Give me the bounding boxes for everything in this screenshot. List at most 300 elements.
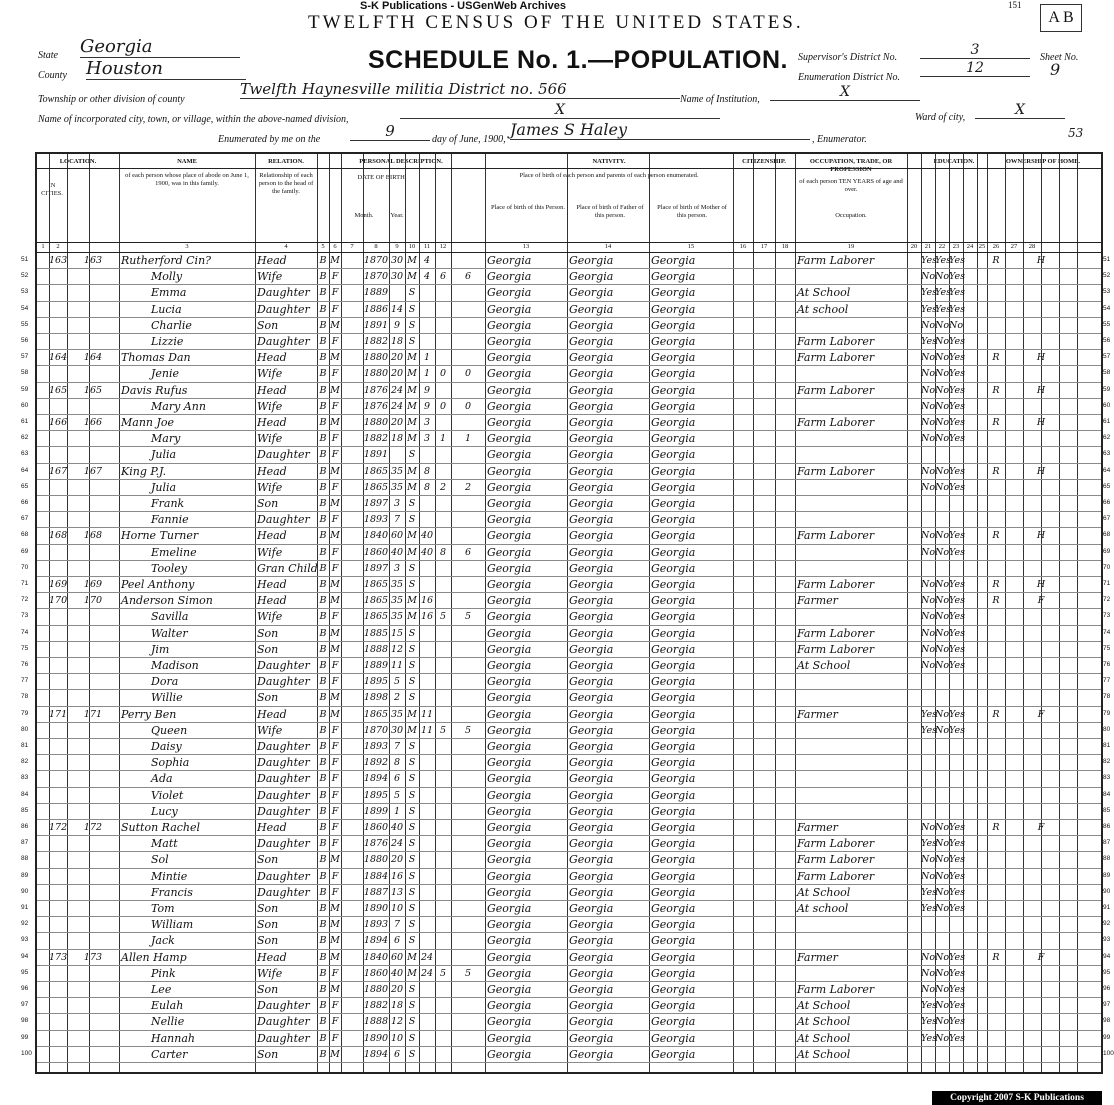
cell-yrs: 11: [420, 724, 434, 736]
sheet-label: Sheet No.: [1040, 52, 1079, 63]
line-number-left: 57: [21, 353, 29, 361]
column-number: 13: [522, 243, 530, 250]
cell-sex: F: [331, 870, 339, 882]
cell-year: 1870: [363, 255, 389, 266]
cell-year: 1865: [363, 481, 389, 493]
cell-year: 1888: [363, 643, 389, 655]
cell-name: Thomas Dan: [121, 351, 191, 365]
cell-ed1: No: [921, 384, 936, 396]
cell-color: B: [319, 951, 327, 963]
cell-color: B: [319, 465, 327, 477]
cell-ed3: Yes: [949, 870, 965, 882]
line-number-left: 71: [21, 580, 29, 587]
column-number: 3: [185, 243, 189, 250]
cell-mar: M: [407, 271, 417, 283]
cell-color: B: [319, 417, 327, 428]
subhead-date-of-birth: DATE OF BIRTH.: [357, 174, 407, 181]
cell-color: B: [319, 287, 327, 299]
cell-fbp: Georgia: [569, 1015, 614, 1029]
line-number-left: 54: [21, 304, 29, 312]
cell-bp: Georgia: [487, 480, 532, 494]
cell-mar: S: [408, 822, 416, 833]
cell-occ: Farm Laborer: [797, 416, 875, 429]
cell-liv: 0: [464, 368, 472, 380]
cell-rel: Daughter: [257, 675, 310, 689]
cell-color: B: [319, 481, 327, 493]
column-divider: [567, 154, 568, 1072]
line-number-left: 80: [21, 725, 29, 733]
line-number-left: 93: [21, 936, 29, 944]
cell-mbp: Georgia: [651, 416, 696, 429]
cell-ed3: Yes: [949, 287, 965, 299]
cell-ed2: No: [935, 384, 950, 396]
cell-sex: M: [330, 465, 340, 477]
cell-age: 6: [393, 1048, 401, 1060]
line-number-left: 89: [21, 871, 29, 879]
cell-year: 1884: [363, 870, 389, 882]
cell-occ: Farm Laborer: [797, 383, 875, 397]
cell-name: Jack: [151, 934, 175, 948]
cell-mbp: Georgia: [651, 302, 696, 316]
cell-name: Francis: [151, 885, 193, 899]
line-number-left: 64: [21, 466, 29, 474]
cell-yrs: 24: [420, 967, 434, 979]
cell-ed1: Yes: [921, 255, 937, 266]
column-number: 14: [604, 243, 612, 250]
column-divider: [89, 154, 90, 1072]
cell-yrs: 24: [420, 951, 434, 963]
cell-occ: At School: [797, 999, 851, 1013]
cell-name: Madison: [151, 659, 199, 672]
cell-ed3: No: [949, 319, 964, 331]
cell-rel: Daughter: [257, 837, 310, 851]
cell-ed1: No: [921, 465, 936, 477]
cell-mbp: Georgia: [651, 448, 696, 462]
group-nativity: NATIVITY.: [592, 158, 626, 165]
cell-sex: M: [330, 643, 340, 655]
cell-ed2: No: [935, 465, 950, 477]
cell-age: 40: [390, 967, 404, 979]
cell-mbp: Georgia: [651, 999, 696, 1013]
cell-sex: F: [331, 514, 339, 526]
cell-yrs: 9: [423, 384, 431, 396]
cell-rel: Daughter: [257, 1031, 310, 1045]
cell-fbp: Georgia: [569, 740, 614, 753]
line-number-right: 89: [1103, 871, 1111, 879]
cell-bp: Georgia: [487, 999, 532, 1013]
column-number: 22: [938, 243, 946, 250]
cell-ed1: No: [921, 481, 936, 493]
cell-color: B: [319, 919, 327, 931]
cell-mar: S: [408, 303, 416, 315]
line-number-left: 53: [21, 288, 29, 296]
cell-name: Rutherford Cin?: [121, 254, 212, 267]
cell-rel: Wife: [257, 610, 283, 624]
cell-mbp: Georgia: [651, 513, 696, 527]
cell-rel: Wife: [257, 367, 283, 381]
cell-sex: M: [330, 854, 340, 866]
cell-bp: Georgia: [487, 837, 532, 851]
cell-ed2: No: [935, 951, 950, 963]
cell-fam: 171: [83, 708, 103, 720]
line-number-left: 73: [21, 612, 29, 620]
cell-rel: Wife: [257, 723, 283, 737]
cell-sex: M: [330, 1048, 340, 1060]
cell-fbp: Georgia: [569, 545, 614, 559]
subhead-birth-father: Place of birth of Father of this person.: [576, 204, 644, 219]
line-number-left: 86: [21, 823, 29, 830]
cell-age: 35: [390, 481, 404, 493]
cell-fbp: Georgia: [569, 821, 614, 834]
cell-mbp: Georgia: [651, 804, 696, 818]
cell-year: 1840: [363, 530, 389, 542]
line-number-right: 59: [1103, 385, 1111, 393]
line-number-right: 63: [1103, 450, 1111, 458]
cell-ed1: No: [921, 951, 936, 963]
cell-yrs: 4: [423, 271, 431, 283]
cell-farm: H: [1036, 352, 1046, 364]
cell-ed3: Yes: [949, 951, 965, 963]
cell-age: 30: [390, 271, 404, 283]
cell-fbp: Georgia: [569, 885, 614, 899]
cell-fbp: Georgia: [569, 772, 614, 786]
cell-fbp: Georgia: [569, 367, 614, 381]
cell-rel: Head: [257, 578, 287, 591]
cell-fbp: Georgia: [569, 578, 614, 591]
cell-own: R: [992, 417, 1000, 428]
cell-ed3: Yes: [949, 336, 965, 347]
cell-mar: S: [408, 1016, 416, 1028]
cell-age: 35: [390, 595, 404, 607]
cell-sex: F: [331, 303, 339, 315]
cell-mbp: Georgia: [651, 691, 696, 705]
cell-ed1: Yes: [921, 838, 937, 850]
cell-liv: 5: [464, 967, 472, 979]
institution-value: X: [770, 84, 920, 101]
cell-mbp: Georgia: [651, 578, 696, 591]
cell-color: B: [319, 886, 327, 898]
line-number-left: 77: [21, 677, 29, 685]
cell-fbp: Georgia: [569, 464, 614, 478]
cell-farm: H: [1036, 530, 1046, 542]
cell-year: 1894: [363, 773, 389, 785]
cell-fbp: Georgia: [569, 513, 614, 527]
cell-bp: Georgia: [487, 529, 532, 543]
cell-name: Sol: [151, 853, 169, 867]
cell-name: Daisy: [151, 740, 182, 753]
cell-fam: 163: [83, 255, 103, 266]
cell-liv: 6: [464, 271, 472, 283]
cell-ed3: Yes: [949, 1016, 965, 1028]
cell-color: B: [319, 611, 327, 623]
cell-occ: Farmer: [797, 594, 838, 608]
cell-year: 1886: [363, 303, 389, 315]
cell-rel: Daughter: [257, 869, 310, 883]
enumerator-name: James S Haley: [510, 120, 810, 140]
line-number-right: 87: [1103, 839, 1111, 847]
cell-fbp: Georgia: [569, 966, 614, 980]
cell-color: B: [319, 255, 327, 266]
cell-rel: Head: [257, 254, 287, 267]
cell-fam: 164: [83, 352, 103, 364]
cell-name: Lucy: [151, 804, 178, 818]
cell-rel: Daughter: [257, 448, 310, 462]
cell-ed3: Yes: [949, 1000, 965, 1012]
cell-sex: M: [330, 319, 340, 331]
cell-name: Mary: [151, 432, 181, 446]
cell-ed3: Yes: [949, 595, 965, 607]
line-number-right: 88: [1103, 855, 1111, 863]
line-number-left: 63: [21, 450, 29, 458]
cell-name: Jim: [151, 642, 170, 656]
cell-year: 1840: [363, 951, 389, 963]
cell-ed3: Yes: [949, 384, 965, 396]
line-number-right: 85: [1103, 806, 1111, 814]
line-number-right: 99: [1103, 1033, 1111, 1041]
line-number-left: 55: [21, 320, 29, 328]
margin-number: 53: [1068, 126, 1084, 140]
line-number-right: 97: [1103, 1001, 1111, 1009]
census-title: TWELFTH CENSUS OF THE UNITED STATES.: [308, 12, 804, 33]
cell-color: B: [319, 384, 327, 396]
cell-fbp: Georgia: [569, 869, 614, 883]
cell-occ: Farm Laborer: [797, 351, 875, 365]
cell-ed1: No: [921, 870, 936, 882]
column-divider: [977, 154, 978, 1072]
cell-age: 13: [390, 886, 404, 898]
cell-color: B: [319, 530, 327, 542]
cell-age: 5: [393, 676, 401, 688]
cell-mar: S: [408, 676, 416, 688]
cell-ed3: Yes: [949, 967, 965, 979]
cell-ed1: No: [921, 579, 936, 590]
cell-name: Queen: [151, 723, 188, 737]
cell-rel: Head: [257, 416, 287, 429]
cell-mar: M: [407, 530, 417, 542]
cell-year: 1893: [363, 741, 389, 752]
cell-name: William: [151, 918, 194, 932]
column-number: 19: [847, 243, 855, 250]
cell-age: 24: [390, 400, 404, 412]
cell-yrs: 40: [420, 530, 434, 542]
cell-occ: At school: [797, 902, 849, 915]
cell-year: 1893: [363, 919, 389, 931]
column-divider: [1041, 154, 1042, 1072]
cell-mar: S: [408, 903, 416, 914]
state-label: State: [38, 50, 58, 61]
line-number-right: 80: [1103, 725, 1111, 733]
cell-farm: F: [1037, 951, 1045, 963]
cell-sex: M: [330, 498, 340, 509]
cell-sex: F: [331, 271, 339, 283]
cell-fbp: Georgia: [569, 529, 614, 543]
cell-sex: M: [330, 595, 340, 607]
line-number-left: 69: [21, 547, 29, 555]
line-number-left: 83: [21, 774, 29, 782]
line-number-left: 74: [21, 628, 29, 636]
cell-mar: S: [408, 514, 416, 526]
column-divider: [1023, 154, 1024, 1072]
cell-ed2: No: [935, 903, 950, 914]
line-number-right: 95: [1103, 968, 1111, 976]
cell-name: Julia: [151, 448, 177, 462]
cell-age: 9: [393, 319, 401, 331]
column-number: 26: [992, 243, 1000, 250]
cell-year: 1860: [363, 546, 389, 558]
cell-bp: Georgia: [487, 642, 532, 656]
cell-rel: Son: [257, 853, 279, 867]
cell-sex: M: [330, 919, 340, 931]
population-table: [21, 152, 1114, 1074]
column-number: 15: [687, 243, 695, 250]
cell-bp: Georgia: [487, 270, 532, 284]
cell-color: B: [319, 643, 327, 655]
column-number: 11: [423, 243, 431, 250]
cell-mbp: Georgia: [651, 756, 696, 770]
cell-ed2: No: [935, 643, 950, 655]
cell-fbp: Georgia: [569, 837, 614, 851]
cell-sex: F: [331, 1032, 339, 1044]
cell-occ: At School: [797, 885, 851, 899]
cell-mar: S: [408, 854, 416, 866]
cell-ed3: Yes: [949, 481, 965, 493]
cell-name: Pink: [151, 966, 176, 980]
cell-name: Anderson Simon: [121, 594, 213, 608]
cell-occ: Farm Laborer: [797, 853, 875, 867]
cell-age: 35: [390, 465, 404, 477]
cell-fbp: Georgia: [569, 983, 614, 996]
cell-sex: F: [331, 967, 339, 979]
cell-mar: M: [407, 384, 417, 396]
group-education: EDUCATION.: [933, 158, 975, 165]
column-divider: [907, 154, 908, 1072]
cell-name: Mann Joe: [121, 416, 175, 429]
cell-ch: 5: [439, 611, 447, 623]
line-number-right: 98: [1103, 1017, 1111, 1025]
cell-bp: Georgia: [487, 869, 532, 883]
cell-mbp: Georgia: [651, 1031, 696, 1045]
subhead-name-desc: of each person whose place of abode on June 1, 1900, was in this family.: [125, 172, 249, 187]
column-number: 24: [966, 243, 974, 250]
cell-name: Emma: [151, 286, 187, 300]
cell-occ: Farm Laborer: [797, 464, 875, 478]
column-number: 21: [924, 243, 932, 250]
cell-rel: Daughter: [257, 1015, 310, 1029]
cell-ed1: No: [921, 611, 936, 623]
line-number-left: 75: [21, 644, 29, 652]
cell-rel: Daughter: [257, 772, 310, 786]
cell-year: 1888: [363, 1016, 389, 1028]
cell-own: R: [992, 595, 1000, 607]
cell-age: 1: [393, 805, 401, 817]
cell-mbp: Georgia: [651, 335, 696, 348]
line-number-left: 81: [21, 742, 29, 749]
line-number-left: 62: [21, 434, 29, 442]
cell-bp: Georgia: [487, 691, 532, 705]
cell-ed2: No: [935, 336, 950, 347]
cell-mbp: Georgia: [651, 740, 696, 753]
line-number-right: 55: [1103, 320, 1111, 328]
cell-sex: F: [331, 546, 339, 558]
cell-ed2: No: [935, 967, 950, 979]
cell-fbp: Georgia: [569, 432, 614, 446]
column-divider: [67, 154, 68, 1072]
cell-mbp: Georgia: [651, 902, 696, 915]
cell-ed2: No: [935, 838, 950, 850]
cell-ed2: No: [935, 660, 950, 671]
cell-ed2: No: [935, 724, 950, 736]
cell-age: 2: [393, 692, 401, 704]
cell-mbp: Georgia: [651, 950, 696, 964]
cell-sex: M: [330, 627, 340, 639]
cell-mar: M: [407, 352, 417, 364]
cell-fbp: Georgia: [569, 675, 614, 689]
cell-ch: 5: [439, 724, 447, 736]
cell-ed1: No: [921, 417, 936, 428]
cell-name: Emeline: [151, 545, 197, 559]
line-number-left: 72: [21, 596, 29, 604]
cell-color: B: [319, 822, 327, 833]
cell-color: B: [319, 1048, 327, 1060]
cell-ed3: Yes: [949, 984, 965, 995]
cell-fbp: Georgia: [569, 804, 614, 818]
cell-rel: Head: [257, 351, 287, 365]
state-value: Georgia: [80, 36, 240, 58]
cell-year: 1882: [363, 433, 389, 445]
line-number-left: 76: [21, 661, 29, 668]
enumerated-label: Enumerated by me on the: [218, 134, 321, 145]
cell-fam: 166: [83, 417, 103, 428]
cell-mar: M: [407, 951, 417, 963]
line-number-left: 79: [21, 709, 29, 717]
cell-ed2: No: [935, 352, 950, 364]
cell-year: 1870: [363, 724, 389, 736]
cell-age: 5: [393, 789, 401, 801]
cell-fbp: Georgia: [569, 448, 614, 462]
cell-ed1: No: [921, 643, 936, 655]
cell-color: B: [319, 903, 327, 914]
enumerated-day: 9: [350, 122, 430, 141]
cell-occ: Farmer: [797, 950, 838, 964]
cell-sex: F: [331, 741, 339, 752]
cell-age: 15: [390, 627, 404, 639]
line-number-left: 85: [21, 806, 29, 814]
column-divider: [119, 154, 120, 1072]
cell-fbp: Georgia: [569, 723, 614, 737]
cell-year: 1898: [363, 692, 389, 704]
line-number-left: 65: [21, 482, 29, 490]
cell-mar: S: [408, 562, 416, 574]
cell-yrs: 3: [423, 417, 431, 428]
cell-ed3: Yes: [949, 400, 965, 412]
cell-sex: F: [331, 449, 339, 461]
cell-fbp: Georgia: [569, 497, 614, 510]
cell-sex: M: [330, 984, 340, 995]
cell-age: 40: [390, 822, 404, 833]
cell-year: 1860: [363, 822, 389, 833]
cell-ed1: No: [921, 400, 936, 412]
cell-mbp: Georgia: [651, 318, 696, 332]
cell-ed1: Yes: [921, 303, 937, 315]
cell-occ: At School: [797, 286, 851, 300]
cell-farm: F: [1037, 708, 1045, 720]
cell-fam: 167: [83, 465, 103, 477]
cell-sex: F: [331, 400, 339, 412]
cell-name: Savilla: [151, 610, 189, 624]
cell-name: Eulah: [151, 999, 184, 1013]
cell-ed2: No: [935, 627, 950, 639]
cell-yrs: 4: [423, 255, 431, 266]
